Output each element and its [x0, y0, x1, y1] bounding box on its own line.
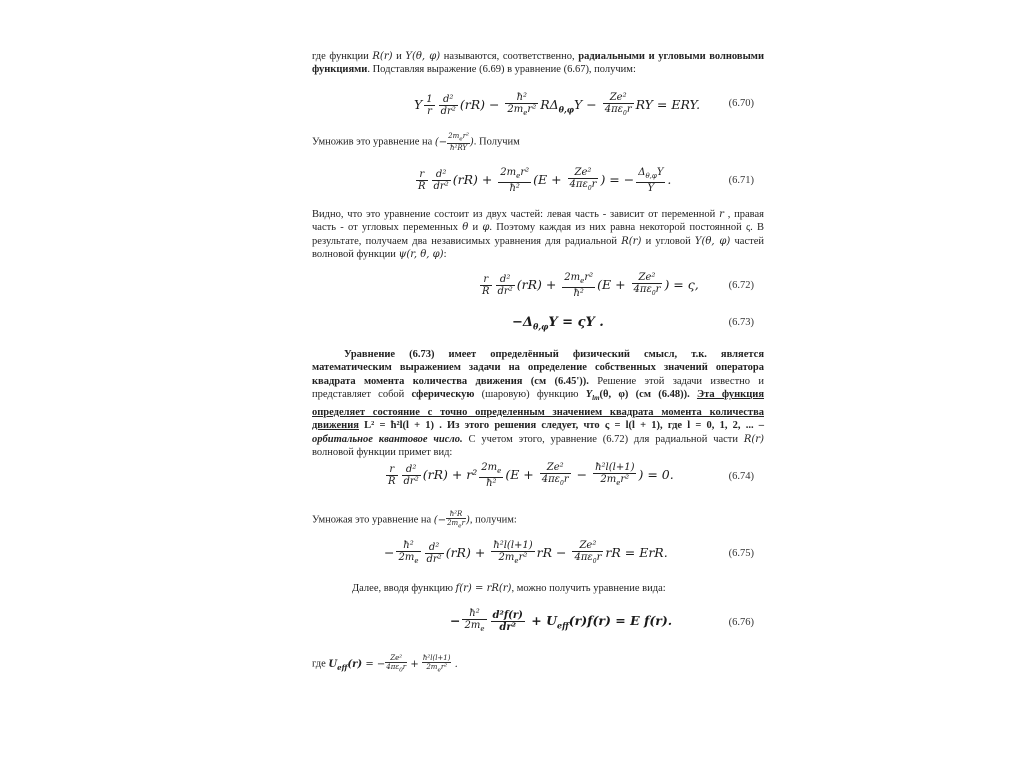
text: и угловой	[641, 235, 695, 247]
formula: $-\Delta_{\theta,\varphi}Y = \varsigma Y$ .	[512, 315, 604, 332]
text: Умножив это уравнение на	[312, 136, 435, 148]
paragraph-2	[312, 132, 764, 152]
equation-6-72	[312, 268, 764, 304]
text: , можно получить уравнение вида:	[511, 583, 666, 594]
math-inline: φ	[482, 222, 490, 234]
text: (шаровую) функцию	[474, 389, 586, 401]
text: Умножая это уравнение на	[312, 514, 434, 526]
text: Далее, вводя функцию	[352, 583, 456, 594]
math-inline: R(r)	[743, 433, 764, 445]
math-inline: $U_{eff}(r)$ = − $\frac{\text{Ze²}}{4\pi\varepsilon_0r}$ + ħ²l(l+1) $2m_er^2$ .	[328, 654, 458, 674]
formula: Y $\frac{1}{r}$ $\frac{\text{d²}}{\text{dr²}}$ (rR) − $\frac{\text{ħ²}}{2m_er^2}$ $R\Delta_{\theta,\varphi}Y$ − $\frac{\text{Ze²}}{4\pi\varepsilon_0r}$ RY = ERY.	[414, 92, 701, 117]
formula: − $\frac{\text{ħ²}}{2m_e}$ $\frac{\text{d²f(r)}}{\text{dr²}}$ + $U_{eff}(r)f(r) = E$ f(r).	[450, 608, 673, 633]
text: и	[392, 51, 406, 62]
equation-6-76	[312, 604, 764, 642]
text: , получим:	[469, 514, 517, 526]
math-inline: f(r) = rR(r)	[455, 583, 512, 594]
text: , правая часть - от угловых переменных	[312, 209, 764, 234]
bold-term: сферическую	[411, 389, 475, 401]
math-inline: ψ(r, θ, φ)	[398, 249, 444, 261]
bold-term: орбитальное квантовое число.	[312, 433, 463, 445]
equation-number: (6.73)	[728, 317, 754, 328]
text: и	[468, 222, 483, 234]
bold-term: радиальными и угловыми волновыми функциями	[312, 51, 764, 76]
math-inline: Y(θ, φ)	[405, 51, 441, 62]
text: где функции	[312, 51, 373, 62]
paragraph-5	[312, 510, 764, 530]
equation-6-70	[312, 88, 764, 122]
text: С учетом этого, уравнение (6.72) для радиальной части	[462, 433, 744, 445]
math-inline: R(r)	[621, 235, 642, 247]
math-inline: R(r)	[372, 51, 393, 62]
paragraph-4	[312, 348, 764, 459]
text: называются, соответственно,	[440, 51, 579, 62]
underlined-statement: Эта функция определяет состояние с точно определенным значением квадрата момента количества движения	[312, 389, 765, 432]
bold-statement: L² = ħ²l(l + 1) . Из этого решения следует, что ς = l(l + 1), где l = 0, 1, 2, ... –	[358, 420, 764, 432]
formula: − $\frac{\text{ħ²}}{2m_e}$ $\frac{\text{d²}}{\text{dr²}}$ (rR) + $\frac{\text{ħ²l(l+1)}}{2m_er^2}$ rR − $\frac{\text{Ze²}}{4\pi\varepsilon_0r}$ rR = ErR.	[384, 540, 668, 565]
text: . Получим	[473, 136, 520, 148]
paragraph-3	[312, 208, 764, 262]
formula: $\frac{r}{R}$ $\frac{\text{d²}}{\text{dr²}}$ (rR) + r² $\frac{2m_e}{\text{ħ²}}$ (E + $\frac{\text{Ze²}}{4\pi\varepsilon_0r}$ − $\frac{\text{ħ²l(l+1)}}{2m_er^2}$ ) = 0.	[388, 462, 674, 489]
math-inline: (− $2m_er^2$ ħ²RY )	[434, 132, 474, 153]
equation-number: (6.72)	[728, 280, 754, 291]
equation-number: (6.75)	[728, 548, 754, 559]
math-inline: Y(θ, φ)	[694, 235, 731, 247]
paragraph-1	[312, 50, 764, 77]
equation-6-74	[312, 458, 764, 496]
bold-term: (θ, φ) (см (6.48)).	[599, 389, 690, 401]
subscript: lm	[592, 394, 600, 403]
text: Видно, что это уравнение состоит из двух частей: левая часть - зависит от переменной	[312, 209, 720, 220]
math-inline: θ	[462, 222, 469, 234]
text: Решение этой задачи известно и представляет собой	[312, 375, 764, 401]
text: где	[312, 658, 329, 670]
text: . Подставляя выражение (6.69) в уравнение (6.67), получим:	[367, 64, 636, 76]
equation-number: (6.76)	[728, 617, 754, 628]
text: частей волновой функции	[312, 235, 764, 261]
math-inline: (− ħ²R $2m_er$ )	[433, 510, 470, 530]
paragraph-7	[312, 654, 764, 674]
math-inline: r	[719, 209, 724, 220]
equation-number: (6.74)	[728, 471, 754, 482]
bold-statement: Уравнение (6.73) имеет определённый физический смысл, т.к. является математическим выражением задачи на определение собственных значений оператора квадрата момента количества движения (см (6.45')).	[312, 349, 764, 387]
equation-6-71	[312, 163, 764, 199]
equation-6-73	[312, 313, 764, 335]
bold-term: Y	[585, 389, 593, 401]
text: . Поэтому каждая из них равна некоторой постоянной ς. В результате, получаем два независимых уравнения для радиальной	[312, 222, 765, 247]
text: волновой функции примет вид:	[312, 446, 453, 458]
formula: $\frac{r}{R}$ $\frac{\text{d²}}{\text{dr²}}$ (rR) + $\frac{2m_er^2}{\text{ħ²}}$ (E + $\frac{\text{Ze²}}{4\pi\varepsilon_0r}$ ) = − $\frac{\Delta_{\theta,\varphi}Y}{Y}$ .	[418, 167, 672, 194]
text: :	[443, 249, 447, 261]
equation-6-75	[312, 536, 764, 572]
equation-number: (6.70)	[728, 98, 754, 109]
equation-number: (6.71)	[728, 175, 754, 186]
paragraph-6	[312, 582, 764, 595]
formula: $\frac{r}{R}$ $\frac{\text{d²}}{\text{dr²}}$ (rR) + $\frac{2m_er^2}{\text{ħ²}}$ (E + $\frac{\text{Ze²}}{4\pi\varepsilon_0r}$ ) = ς,	[482, 272, 699, 299]
